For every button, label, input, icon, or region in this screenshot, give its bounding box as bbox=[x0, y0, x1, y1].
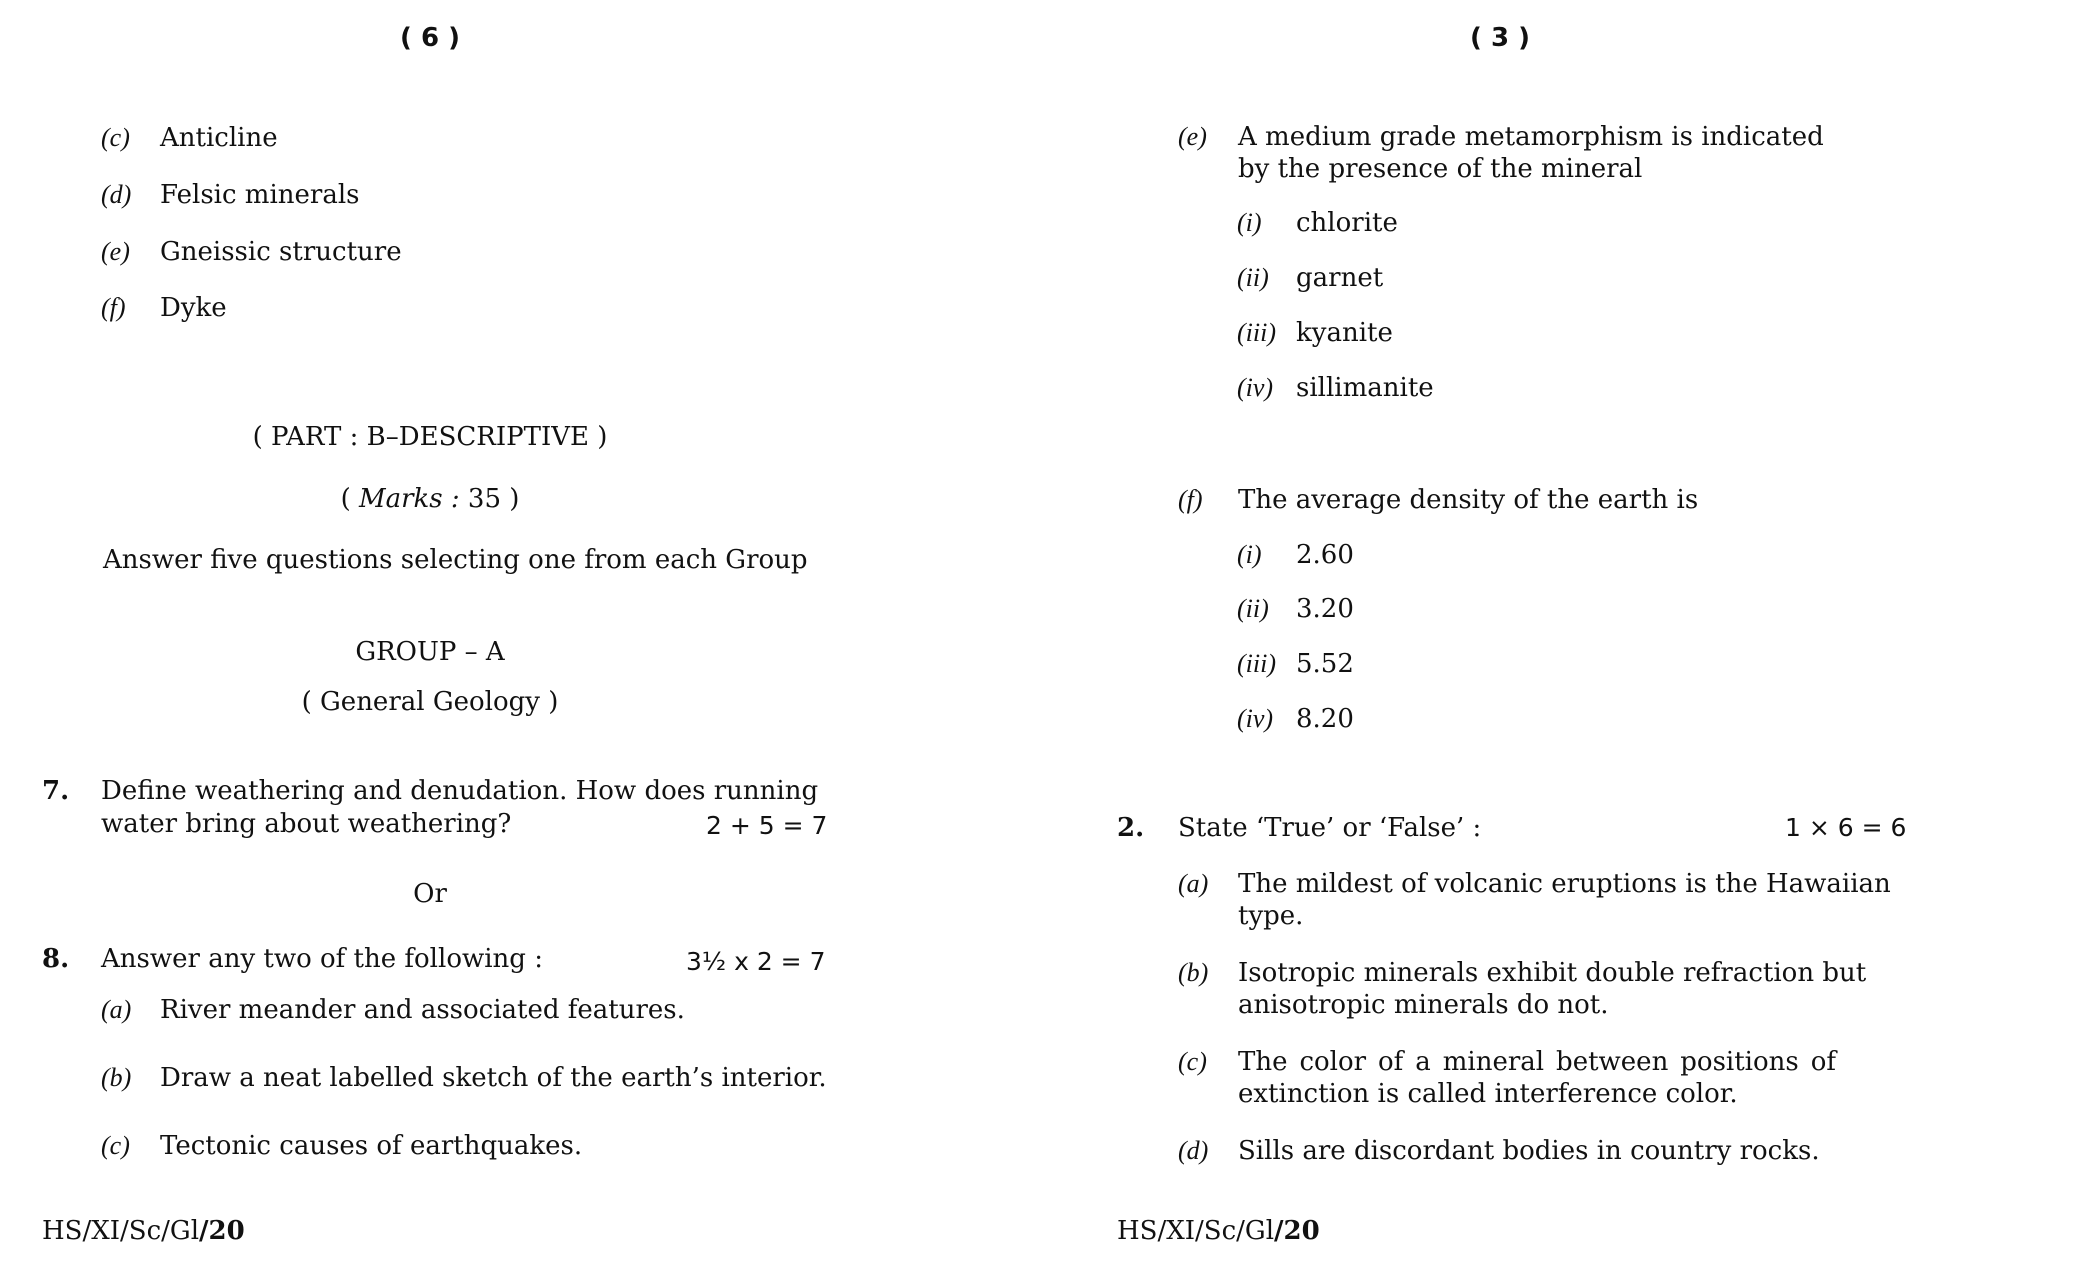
option-label: (ii) bbox=[1237, 594, 1269, 623]
list-item-text: Dyke bbox=[160, 293, 227, 323]
list-item-label: (f) bbox=[101, 293, 126, 322]
option-label: (iv) bbox=[1237, 704, 1274, 733]
option-text: 8.20 bbox=[1296, 704, 1354, 734]
question-number: 7. bbox=[42, 776, 70, 806]
list-item-text-line bbox=[1238, 1046, 1836, 1078]
option-text: 3.20 bbox=[1296, 594, 1354, 624]
list-item-text: Anticline bbox=[160, 123, 278, 153]
instruction-text: Answer five questions selecting one from each Group bbox=[103, 545, 808, 575]
option-label: (iv) bbox=[1237, 373, 1274, 402]
or-separator: Or bbox=[413, 879, 447, 909]
option-text: kyanite bbox=[1296, 318, 1393, 348]
list-item-label: (b) bbox=[101, 1063, 132, 1092]
list-item-text: Felsic minerals bbox=[160, 180, 360, 210]
option-label: (i) bbox=[1237, 540, 1262, 569]
option-label: (i) bbox=[1237, 208, 1262, 237]
list-item-label: (d) bbox=[1178, 1136, 1209, 1165]
list-item-label: (e) bbox=[101, 237, 130, 266]
question-marks: 2 + 5 = 7 bbox=[706, 811, 828, 840]
list-item-text-line: extinction is called interference color. bbox=[1238, 1079, 1738, 1109]
list-item-label: (b) bbox=[1178, 958, 1209, 987]
option-text: sillimanite bbox=[1296, 373, 1434, 403]
footer-code-text: HS/XI/Sc/Gl bbox=[1117, 1216, 1275, 1246]
list-item-text: Draw a neat labelled sketch of the earth’s interior. bbox=[160, 1063, 827, 1093]
list-item-label: (c) bbox=[101, 123, 130, 152]
list-item-text: Tectonic causes of earthquakes. bbox=[160, 1131, 583, 1161]
marks-heading bbox=[180, 483, 680, 515]
question-marks: 3½ x 2 = 7 bbox=[686, 947, 826, 976]
question-label: (e) bbox=[1178, 122, 1207, 151]
option-label: (iii) bbox=[1237, 649, 1276, 678]
list-item-text: Isotropic minerals exhibit double refraction but bbox=[1238, 958, 1867, 988]
option-text: 5.52 bbox=[1296, 649, 1354, 679]
list-item-text-line: Sills are discordant bodies in country rocks. bbox=[1238, 1136, 1820, 1166]
list-item-text: The mildest of volcanic eruptions is the Hawaiian bbox=[1238, 869, 1891, 899]
question-number: 2. bbox=[1117, 813, 1145, 843]
list-item-label: (d) bbox=[101, 180, 132, 209]
question-marks: 1 × 6 = 6 bbox=[1785, 813, 1907, 842]
option-label: (ii) bbox=[1237, 263, 1269, 292]
question-text-line: by the presence of the mineral bbox=[1238, 154, 1643, 184]
footer-code bbox=[1117, 1215, 1320, 1247]
group-subtitle: ( General Geology ) bbox=[301, 687, 559, 717]
list-item-text-line: type. bbox=[1238, 901, 1304, 931]
option-text: garnet bbox=[1296, 263, 1384, 293]
list-item-text: Gneissic structure bbox=[160, 237, 402, 267]
option-text: 2.60 bbox=[1296, 540, 1354, 570]
list-item-text-line bbox=[1238, 868, 1891, 900]
list-item-label: (a) bbox=[1178, 869, 1209, 898]
list-item-label: (c) bbox=[101, 1131, 130, 1160]
marks-label: Marks : bbox=[358, 484, 460, 514]
marks-open: ( bbox=[340, 484, 359, 514]
list-item-text: The color of a mineral between positions of bbox=[1238, 1047, 1836, 1077]
list-item-text-line: anisotropic minerals do not. bbox=[1238, 990, 1609, 1020]
option-text: chlorite bbox=[1296, 208, 1398, 238]
left-page-number: ( 6 ) bbox=[400, 23, 460, 53]
footer-code-text: HS/XI/Sc/Gl bbox=[42, 1216, 200, 1246]
option-label: (iii) bbox=[1237, 318, 1276, 347]
question-label: (f) bbox=[1178, 485, 1203, 514]
question-text-line: Answer any two of the following : bbox=[101, 944, 543, 974]
question-text-line: State ‘True’ or ‘False’ : bbox=[1178, 813, 1482, 843]
question-text-line: The average density of the earth is bbox=[1238, 485, 1699, 515]
list-item-text-line bbox=[1238, 957, 1867, 989]
question-number: 8. bbox=[42, 944, 70, 974]
question-text-line: A medium grade metamorphism is indicated bbox=[1238, 122, 1824, 152]
list-item-label: (a) bbox=[101, 995, 132, 1024]
right-page-number: ( 3 ) bbox=[1470, 23, 1530, 53]
list-item-label: (c) bbox=[1178, 1047, 1207, 1076]
group-title: GROUP – A bbox=[355, 637, 505, 667]
part-title: ( PART : B–DESCRIPTIVE ) bbox=[252, 422, 608, 452]
list-item-text: River meander and associated features. bbox=[160, 995, 685, 1025]
marks-value: 35 ) bbox=[459, 484, 520, 514]
footer-code-number: /20 bbox=[199, 1216, 245, 1246]
footer-code bbox=[42, 1215, 245, 1247]
footer-code-number: /20 bbox=[1274, 1216, 1320, 1246]
question-text-line: Define weathering and denudation. How does running bbox=[101, 776, 819, 806]
question-text-line: water bring about weathering? bbox=[101, 809, 512, 839]
